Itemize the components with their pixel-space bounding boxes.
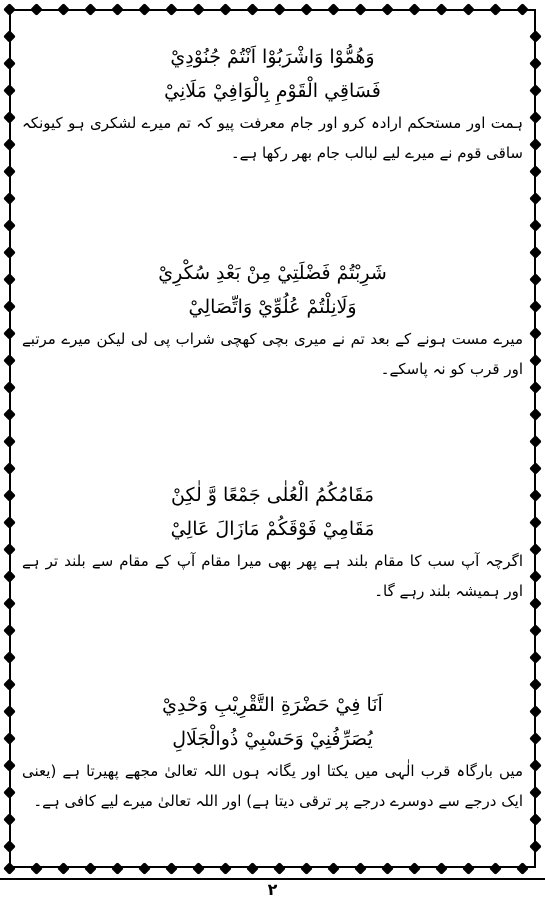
stanza-4	[22, 688, 523, 816]
stanza-3	[22, 478, 523, 606]
translation-paragraph: ہمت اور مستحکم ارادہ کرو اور جام معرفت پیو کہ تم میرے لشکری ہو کیونکہ ساقی قوم نے میرے لیے لبالب جام بھر رکھا ہے۔	[22, 114, 523, 162]
verse-line: اَنَا فِيْ حَضْرَةِ التَّقْرِيْبِ وَحْدِيْ	[162, 694, 383, 716]
translation-paragraph: اگرچہ آپ سب کا مقام بلند ہے پھر بھی میرا مقام آپ کے مقام سے بلند تر ہے اور ہمیشہ بلند رہے گا۔	[22, 552, 523, 600]
verse-line: وَلَانِلْتُمْ عُلُوِّيْ وَاتِّصَالِيْ	[188, 296, 357, 318]
verse-line: فَسَاقِي الْقَوْمِ بِالْوَافِيْ مَلَانِيْ	[164, 80, 381, 102]
translation-paragraph: میں بارگاہ قرب الٰہی میں یکتا اور یگانہ ہوں اللہ تعالیٰ مجھے پھیرتا ہے (یعنی ایک درجے سے دوسرے درجے پر ترقی دیتا ہے) اور اللہ تعالیٰ میرے لیے کافی ہے۔	[22, 762, 523, 810]
verse-line: شَرِبْتُمْ فَضْلَتِيْ مِنْ بَعْدِ سُكْرِيْ	[158, 262, 387, 284]
stanza-2	[22, 256, 523, 384]
page-content	[22, 22, 523, 860]
verse-line: مَقَامِيْ فَوْقَكُمْ مَازَالَ عَالِيْ	[170, 518, 375, 540]
verse-line: وَهُمُّوْا وَاشْرَبُوْا اَنْتُمْ جُنُوْدِيْ	[170, 46, 375, 68]
stanza-1	[22, 40, 523, 168]
translation-paragraph: میرے مست ہونے کے بعد تم نے میری بچی کھچی شراب پی لی لیکن میرے مرتبے اور قرب کو نہ پاسکے۔	[22, 330, 523, 378]
verse-line: مَقَامُكُمُ الْعُلٰى جَمْعًا وَّ لٰكِنْ	[170, 484, 375, 506]
page-number: ۲	[267, 880, 278, 899]
verse-line: يُصَرِّفُنِيْ وَحَسْبِيْ ذُوالْجَلَالِ	[172, 728, 373, 750]
